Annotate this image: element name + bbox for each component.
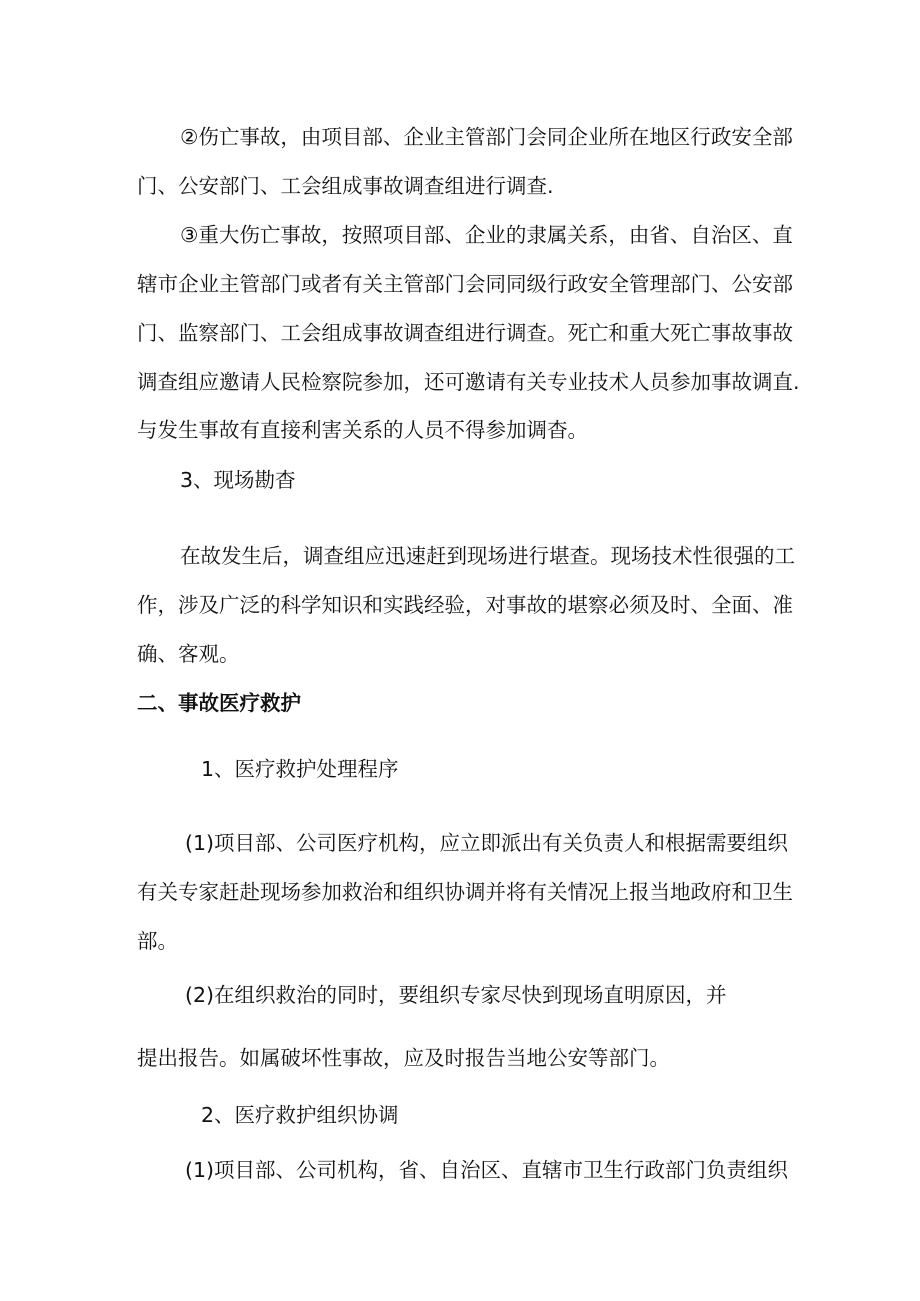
paragraph-line: 门、公安部门、工会组成事故调查组进行调查.: [137, 174, 554, 198]
section-subheading: 3、现场勘杳: [180, 468, 296, 492]
paragraph-line: 辖市企业主管部门或者有关主管部门会同同级行政安全管理部门、公安部: [137, 272, 793, 296]
paragraph-line: 与发生事故有直接利害关系的人员不得参加调杳。: [137, 418, 588, 442]
paragraph-line: (1)项目部、公司医疗机构，应立即派出有关负责人和根据需要组织: [185, 831, 789, 855]
paragraph-line: 有关专家赶赴现场参加救治和组织协调并将有关情况上报当地政府和卫生: [137, 880, 793, 904]
paragraph-line: 门、监察部门、工会组成事故调查组进行调查。死亡和重大死亡事故事故: [137, 321, 793, 345]
section-subheading: 1、医疗救护处理程序: [201, 757, 399, 781]
paragraph-line: ②伤亡事故，由项目部、企业主管部门会同企业所在地区行政安全部: [180, 125, 793, 149]
paragraph-line: (1)项目部、公司机构，省、自治区、直辖市卫生行政部门负责组织: [185, 1158, 789, 1182]
section-heading: 二、事故医疗救护: [137, 691, 301, 715]
paragraph-line: 部。: [137, 929, 178, 953]
paragraph-line: 提出报告。如属破坏性事故，应及时报告当地公安等部门。: [137, 1046, 670, 1070]
paragraph-line: ③重大伤亡事故，按照项目部、企业的隶属关系，由省、自治区、直: [180, 223, 793, 247]
paragraph-line: (2)在组织救治的同时，要组织专家尽快到现场直明原因，并: [185, 983, 727, 1007]
paragraph-line: 在故发生后，调查组应迅速赶到现场进行堪查。现场技术性很强的工: [180, 544, 795, 568]
paragraph-line: 作，涉及广泛的科学知识和实践经验，对事故的堪察必须及时、全面、准: [137, 593, 793, 617]
paragraph-line: 调查组应邀请人民检察院参加，还可邀请有关专业技术人员参加事故调直.: [137, 370, 800, 394]
section-subheading: 2、医疗救护组织协调: [201, 1103, 399, 1127]
paragraph-line: 确、客观。: [137, 642, 240, 666]
